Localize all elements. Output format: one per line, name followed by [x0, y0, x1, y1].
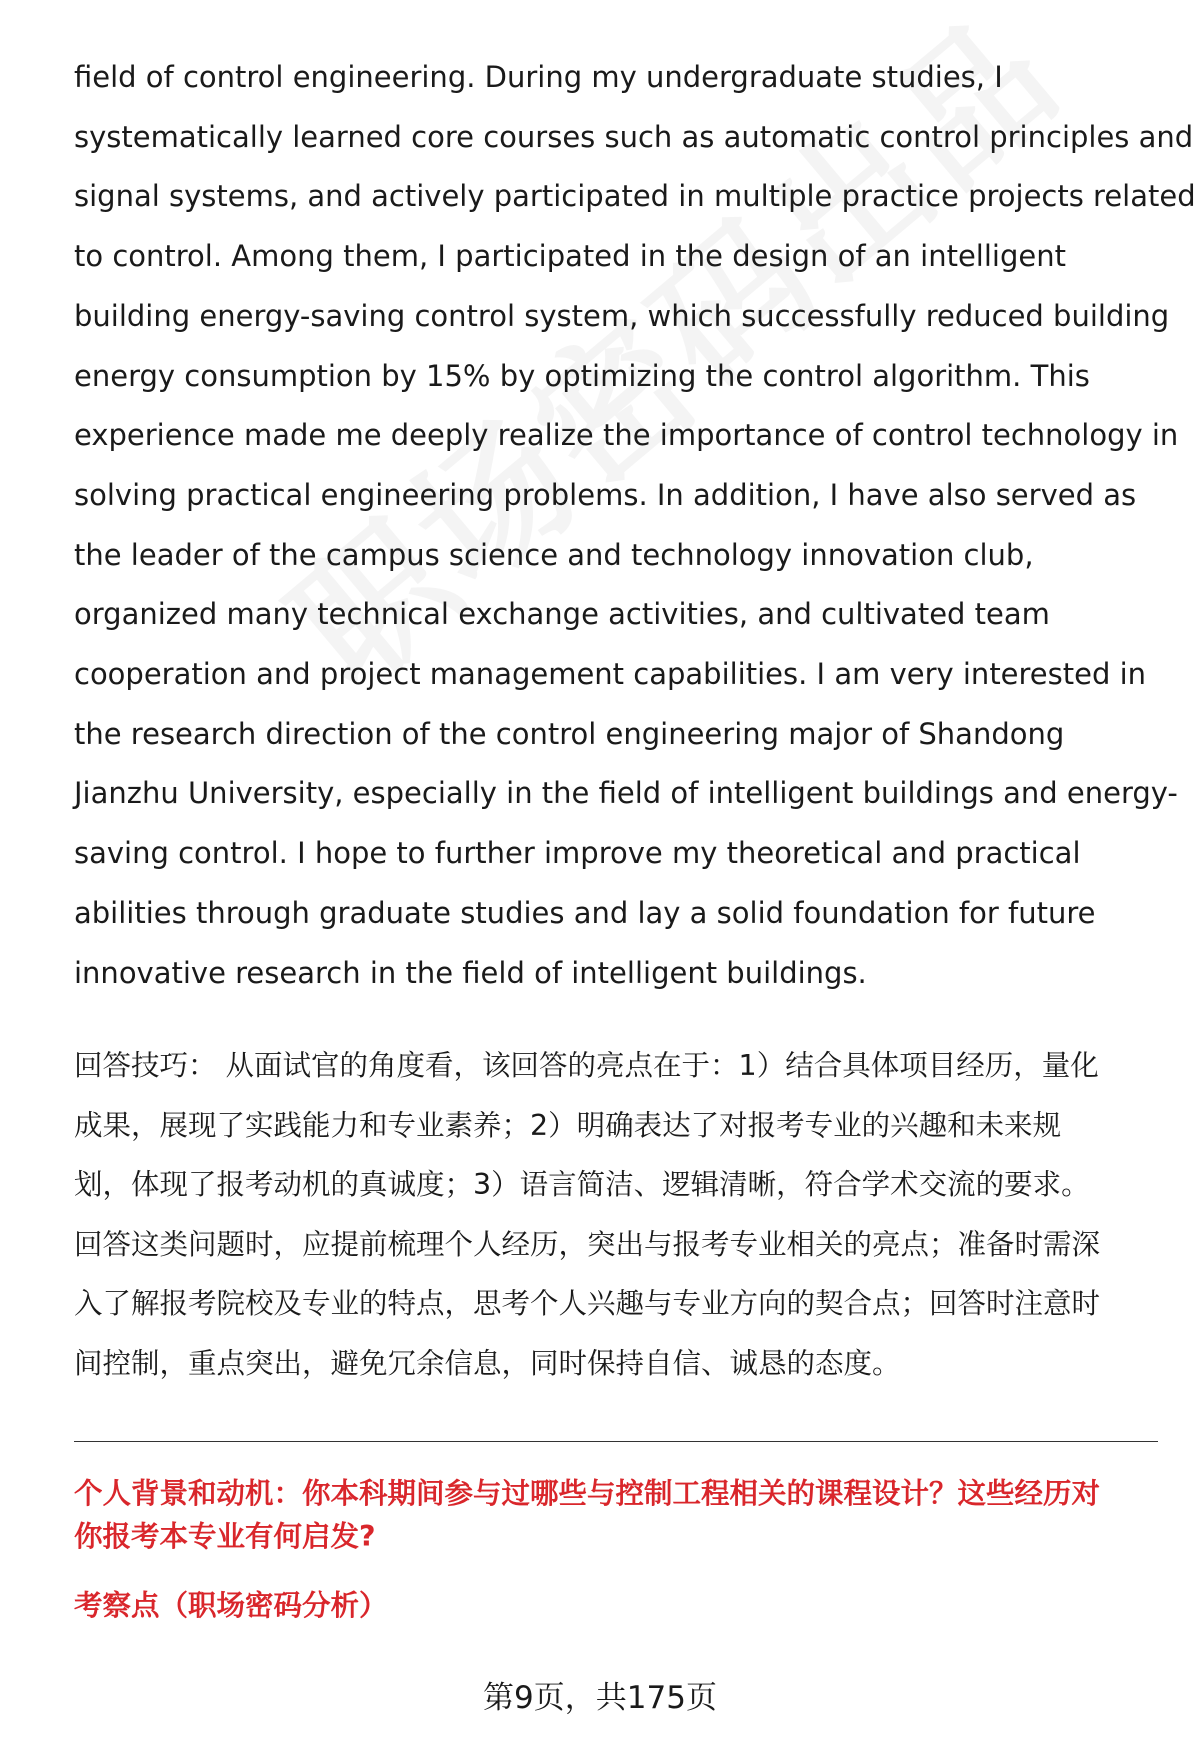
answer-line: systematically learned core courses such as automatic control principles and	[74, 119, 1194, 154]
answer-line: cooperation and project management capabilities. I am very interested in	[74, 657, 1147, 692]
tips-line: 回答技巧： 从面试官的角度看，该回答的亮点在于：1）结合具体项目经历，量化	[74, 1049, 1099, 1082]
answer-line: building energy-saving control system, which successfully reduced building	[74, 298, 1170, 333]
answer-line: organized many technical exchange activities, and cultivated team	[74, 597, 1050, 632]
question-line: 你报考本专业有何启发?	[74, 1520, 376, 1553]
question-heading	[74, 1472, 1164, 1558]
answer-tips-paragraph	[74, 1036, 1164, 1393]
tips-line: 划，体现了报考动机的真诚度；3）语言简洁、逻辑清晰，符合学术交流的要求。	[74, 1168, 1090, 1201]
answer-line: field of control engineering. During my undergraduate studies, I	[74, 60, 1003, 94]
tips-line: 间控制，重点突出，避免冗余信息，同时保持自信、诚恳的态度。	[74, 1346, 901, 1380]
answer-line: the research direction of the control engineering major of Shandong	[74, 716, 1065, 751]
tips-line: 回答这类问题时，应提前梳理个人经历，突出与报考专业相关的亮点；准备时需深	[74, 1227, 1101, 1261]
answer-line: to control. Among them, I participated in the design of an intelligent	[74, 239, 1066, 274]
answer-line: abilities through graduate studies and lay a solid foundation for future	[74, 895, 1096, 930]
answer-line: experience made me deeply realize the importance of control technology in	[74, 418, 1179, 453]
answer-line: Jianzhu University, especially in the field of intelligent buildings and energy-	[74, 776, 1178, 811]
tips-line: 成果，展现了实践能力和专业素养；2）明确表达了对报考专业的兴趣和未来规	[74, 1108, 1062, 1142]
answer-line: signal systems, and actively participated in multiple practice projects related	[74, 179, 1196, 214]
question-line: 个人背景和动机：你本科期间参与过哪些与控制工程相关的课程设计？这些经历对	[74, 1477, 1101, 1510]
answer-paragraph	[74, 48, 1196, 1003]
answer-line: saving control. I hope to further improve my theoretical and practical	[74, 836, 1081, 871]
exam-point-heading: 考察点（职场密码分析）	[74, 1589, 388, 1622]
section-divider	[74, 1441, 1158, 1442]
tips-line: 入了解报考院校及专业的特点，思考个人兴趣与专业方向的契合点；回答时注意时	[74, 1287, 1101, 1320]
answer-line: energy consumption by 15% by optimizing the control algorithm. This	[74, 358, 1090, 393]
answer-line: solving practical engineering problems. In addition, I have also served as	[74, 477, 1137, 512]
answer-line: innovative research in the field of intelligent buildings.	[74, 955, 867, 990]
answer-line: the leader of the campus science and technology innovation club,	[74, 537, 1034, 572]
page-number: 第9页，共175页	[483, 1680, 717, 1716]
